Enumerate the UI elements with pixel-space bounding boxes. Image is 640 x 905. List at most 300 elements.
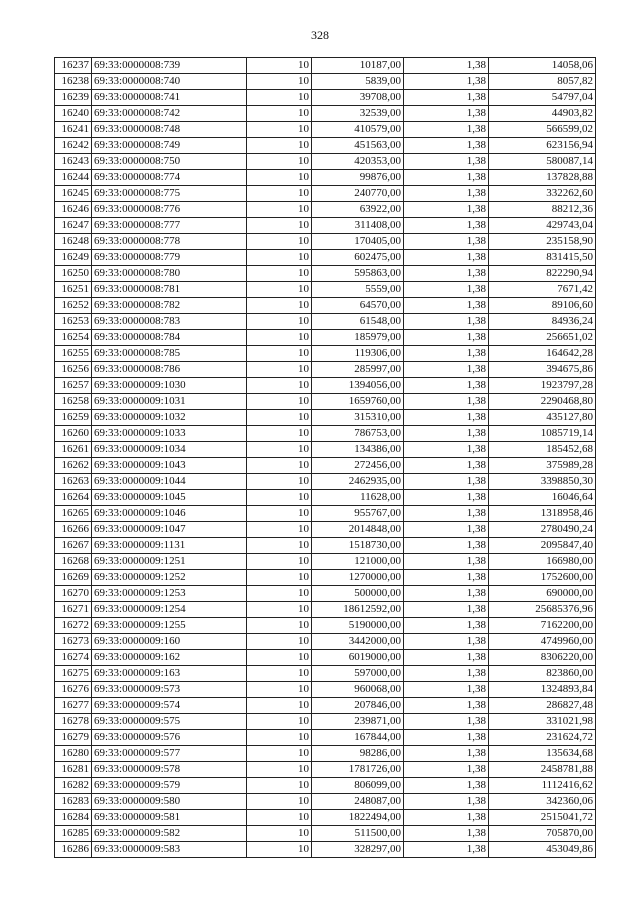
rate-cell: 10 xyxy=(247,762,312,778)
total-cell: 54797,04 xyxy=(489,90,596,106)
total-cell: 331021,98 xyxy=(489,714,596,730)
coefficient-cell: 1,38 xyxy=(404,522,489,538)
cadastral-value-cell: 239871,00 xyxy=(312,714,404,730)
coefficient-cell: 1,38 xyxy=(404,586,489,602)
total-cell: 2780490,24 xyxy=(489,522,596,538)
total-cell: 166980,00 xyxy=(489,554,596,570)
coefficient-cell: 1,38 xyxy=(404,490,489,506)
rate-cell: 10 xyxy=(247,154,312,170)
rate-cell: 10 xyxy=(247,618,312,634)
cadastral-value-cell: 240770,00 xyxy=(312,186,404,202)
total-cell: 88212,36 xyxy=(489,202,596,218)
cadastral-number: 69:33:0000009:580 xyxy=(92,794,247,810)
row-number: 16281 xyxy=(55,762,92,778)
rate-cell: 10 xyxy=(247,346,312,362)
total-cell: 185452,68 xyxy=(489,442,596,458)
total-cell: 16046,64 xyxy=(489,490,596,506)
table-row xyxy=(55,90,596,106)
cadastral-value-cell: 11628,00 xyxy=(312,490,404,506)
coefficient-cell: 1,38 xyxy=(404,186,489,202)
coefficient-cell: 1,38 xyxy=(404,234,489,250)
coefficient-cell: 1,38 xyxy=(404,122,489,138)
table-row xyxy=(55,490,596,506)
cadastral-number: 69:33:0000008:739 xyxy=(92,58,247,74)
table-row xyxy=(55,634,596,650)
cadastral-number: 69:33:0000008:750 xyxy=(92,154,247,170)
table-row xyxy=(55,58,596,74)
rate-cell: 10 xyxy=(247,234,312,250)
total-cell: 332262,60 xyxy=(489,186,596,202)
cadastral-number: 69:33:0000009:1045 xyxy=(92,490,247,506)
table-row xyxy=(55,794,596,810)
coefficient-cell: 1,38 xyxy=(404,298,489,314)
row-number: 16238 xyxy=(55,74,92,90)
row-number: 16272 xyxy=(55,618,92,634)
cadastral-value-cell: 6019000,00 xyxy=(312,650,404,666)
table-row xyxy=(55,746,596,762)
table-row xyxy=(55,106,596,122)
coefficient-cell: 1,38 xyxy=(404,506,489,522)
rate-cell: 10 xyxy=(247,298,312,314)
coefficient-cell: 1,38 xyxy=(404,746,489,762)
row-number: 16271 xyxy=(55,602,92,618)
rate-cell: 10 xyxy=(247,698,312,714)
table-row xyxy=(55,538,596,554)
cadastral-value-cell: 98286,00 xyxy=(312,746,404,762)
cadastral-value-cell: 786753,00 xyxy=(312,426,404,442)
table-row xyxy=(55,698,596,714)
cadastral-number: 69:33:0000009:162 xyxy=(92,650,247,666)
rate-cell: 10 xyxy=(247,794,312,810)
row-number: 16269 xyxy=(55,570,92,586)
row-number: 16255 xyxy=(55,346,92,362)
rate-cell: 10 xyxy=(247,106,312,122)
rate-cell: 10 xyxy=(247,186,312,202)
cadastral-value-cell: 955767,00 xyxy=(312,506,404,522)
table-row xyxy=(55,378,596,394)
coefficient-cell: 1,38 xyxy=(404,106,489,122)
cadastral-number: 69:33:0000009:576 xyxy=(92,730,247,746)
cadastral-value-cell: 451563,00 xyxy=(312,138,404,154)
coefficient-cell: 1,38 xyxy=(404,250,489,266)
table-row xyxy=(55,426,596,442)
cadastral-number: 69:33:0000009:1047 xyxy=(92,522,247,538)
total-cell: 2458781,88 xyxy=(489,762,596,778)
rate-cell: 10 xyxy=(247,378,312,394)
coefficient-cell: 1,38 xyxy=(404,602,489,618)
cadastral-number: 69:33:0000008:780 xyxy=(92,266,247,282)
cadastral-value-cell: 10187,00 xyxy=(312,58,404,74)
table-row xyxy=(55,186,596,202)
coefficient-cell: 1,38 xyxy=(404,538,489,554)
cadastral-value-cell: 207846,00 xyxy=(312,698,404,714)
total-cell: 137828,88 xyxy=(489,170,596,186)
cadastral-value-cell: 511500,00 xyxy=(312,826,404,842)
row-number: 16268 xyxy=(55,554,92,570)
cadastral-number: 69:33:0000009:160 xyxy=(92,634,247,650)
total-cell: 3398850,30 xyxy=(489,474,596,490)
cadastral-value-cell: 806099,00 xyxy=(312,778,404,794)
table-row xyxy=(55,314,596,330)
row-number: 16262 xyxy=(55,458,92,474)
rate-cell: 10 xyxy=(247,506,312,522)
row-number: 16249 xyxy=(55,250,92,266)
table-row xyxy=(55,234,596,250)
table-row xyxy=(55,474,596,490)
rate-cell: 10 xyxy=(247,442,312,458)
row-number: 16256 xyxy=(55,362,92,378)
row-number: 16283 xyxy=(55,794,92,810)
table-row xyxy=(55,810,596,826)
cadastral-value-cell: 1659760,00 xyxy=(312,394,404,410)
rate-cell: 10 xyxy=(247,362,312,378)
cadastral-number: 69:33:0000009:1253 xyxy=(92,586,247,602)
cadastral-number: 69:33:0000009:1034 xyxy=(92,442,247,458)
row-number: 16257 xyxy=(55,378,92,394)
rate-cell: 10 xyxy=(247,778,312,794)
row-number: 16279 xyxy=(55,730,92,746)
cadastral-number: 69:33:0000009:573 xyxy=(92,682,247,698)
cadastral-number: 69:33:0000009:1031 xyxy=(92,394,247,410)
total-cell: 2095847,40 xyxy=(489,538,596,554)
table-row xyxy=(55,202,596,218)
table-row xyxy=(55,762,596,778)
cadastral-number: 69:33:0000008:777 xyxy=(92,218,247,234)
coefficient-cell: 1,38 xyxy=(404,442,489,458)
cadastral-number: 69:33:0000008:740 xyxy=(92,74,247,90)
rate-cell: 10 xyxy=(247,314,312,330)
rate-cell: 10 xyxy=(247,426,312,442)
total-cell: 44903,82 xyxy=(489,106,596,122)
cadastral-value-cell: 500000,00 xyxy=(312,586,404,602)
table-row xyxy=(55,442,596,458)
coefficient-cell: 1,38 xyxy=(404,218,489,234)
cadastral-value-cell: 5559,00 xyxy=(312,282,404,298)
total-cell: 8057,82 xyxy=(489,74,596,90)
registry-table xyxy=(54,57,596,858)
cadastral-number: 69:33:0000008:749 xyxy=(92,138,247,154)
row-number: 16277 xyxy=(55,698,92,714)
row-number: 16242 xyxy=(55,138,92,154)
cadastral-value-cell: 248087,00 xyxy=(312,794,404,810)
coefficient-cell: 1,38 xyxy=(404,570,489,586)
total-cell: 84936,24 xyxy=(489,314,596,330)
rate-cell: 10 xyxy=(247,410,312,426)
table-row xyxy=(55,154,596,170)
cadastral-number: 69:33:0000008:742 xyxy=(92,106,247,122)
total-cell: 89106,60 xyxy=(489,298,596,314)
rate-cell: 10 xyxy=(247,282,312,298)
coefficient-cell: 1,38 xyxy=(404,378,489,394)
coefficient-cell: 1,38 xyxy=(404,794,489,810)
table-row xyxy=(55,842,596,858)
table-row xyxy=(55,778,596,794)
rate-cell: 10 xyxy=(247,826,312,842)
coefficient-cell: 1,38 xyxy=(404,458,489,474)
row-number: 16259 xyxy=(55,410,92,426)
rate-cell: 10 xyxy=(247,602,312,618)
cadastral-number: 69:33:0000008:775 xyxy=(92,186,247,202)
rate-cell: 10 xyxy=(247,170,312,186)
table-row xyxy=(55,410,596,426)
rate-cell: 10 xyxy=(247,218,312,234)
rate-cell: 10 xyxy=(247,490,312,506)
row-number: 16282 xyxy=(55,778,92,794)
row-number: 16241 xyxy=(55,122,92,138)
rate-cell: 10 xyxy=(247,458,312,474)
cadastral-value-cell: 5190000,00 xyxy=(312,618,404,634)
total-cell: 7671,42 xyxy=(489,282,596,298)
table-row xyxy=(55,682,596,698)
rate-cell: 10 xyxy=(247,746,312,762)
total-cell: 164642,28 xyxy=(489,346,596,362)
row-number: 16265 xyxy=(55,506,92,522)
table-row xyxy=(55,730,596,746)
cadastral-number: 69:33:0000009:1046 xyxy=(92,506,247,522)
rate-cell: 10 xyxy=(247,842,312,858)
cadastral-value-cell: 420353,00 xyxy=(312,154,404,170)
row-number: 16252 xyxy=(55,298,92,314)
total-cell: 231624,72 xyxy=(489,730,596,746)
row-number: 16263 xyxy=(55,474,92,490)
cadastral-value-cell: 170405,00 xyxy=(312,234,404,250)
coefficient-cell: 1,38 xyxy=(404,826,489,842)
cadastral-value-cell: 121000,00 xyxy=(312,554,404,570)
row-number: 16243 xyxy=(55,154,92,170)
coefficient-cell: 1,38 xyxy=(404,282,489,298)
table-row xyxy=(55,650,596,666)
cadastral-value-cell: 32539,00 xyxy=(312,106,404,122)
total-cell: 1318958,46 xyxy=(489,506,596,522)
table-row xyxy=(55,362,596,378)
rate-cell: 10 xyxy=(247,330,312,346)
total-cell: 2290468,80 xyxy=(489,394,596,410)
coefficient-cell: 1,38 xyxy=(404,410,489,426)
cadastral-value-cell: 39708,00 xyxy=(312,90,404,106)
row-number: 16266 xyxy=(55,522,92,538)
table-row xyxy=(55,218,596,234)
total-cell: 256651,02 xyxy=(489,330,596,346)
cadastral-value-cell: 315310,00 xyxy=(312,410,404,426)
row-number: 16248 xyxy=(55,234,92,250)
rate-cell: 10 xyxy=(247,682,312,698)
cadastral-value-cell: 5839,00 xyxy=(312,74,404,90)
cadastral-value-cell: 960068,00 xyxy=(312,682,404,698)
coefficient-cell: 1,38 xyxy=(404,138,489,154)
cadastral-value-cell: 167844,00 xyxy=(312,730,404,746)
cadastral-value-cell: 272456,00 xyxy=(312,458,404,474)
total-cell: 435127,80 xyxy=(489,410,596,426)
rate-cell: 10 xyxy=(247,202,312,218)
coefficient-cell: 1,38 xyxy=(404,682,489,698)
row-number: 16274 xyxy=(55,650,92,666)
cadastral-value-cell: 597000,00 xyxy=(312,666,404,682)
total-cell: 2515041,72 xyxy=(489,810,596,826)
rate-cell: 10 xyxy=(247,586,312,602)
cadastral-number: 69:33:0000009:574 xyxy=(92,698,247,714)
row-number: 16270 xyxy=(55,586,92,602)
table-row xyxy=(55,298,596,314)
cadastral-number: 69:33:0000009:575 xyxy=(92,714,247,730)
table-row xyxy=(55,522,596,538)
cadastral-number: 69:33:0000009:581 xyxy=(92,810,247,826)
table-row xyxy=(55,666,596,682)
table-row xyxy=(55,618,596,634)
cadastral-number: 69:33:0000009:578 xyxy=(92,762,247,778)
row-number: 16237 xyxy=(55,58,92,74)
cadastral-value-cell: 99876,00 xyxy=(312,170,404,186)
coefficient-cell: 1,38 xyxy=(404,346,489,362)
rate-cell: 10 xyxy=(247,554,312,570)
row-number: 16273 xyxy=(55,634,92,650)
rate-cell: 10 xyxy=(247,474,312,490)
rate-cell: 10 xyxy=(247,522,312,538)
coefficient-cell: 1,38 xyxy=(404,154,489,170)
total-cell: 623156,94 xyxy=(489,138,596,154)
cadastral-number: 69:33:0000009:579 xyxy=(92,778,247,794)
total-cell: 394675,86 xyxy=(489,362,596,378)
cadastral-value-cell: 63922,00 xyxy=(312,202,404,218)
total-cell: 822290,94 xyxy=(489,266,596,282)
total-cell: 25685376,96 xyxy=(489,602,596,618)
coefficient-cell: 1,38 xyxy=(404,554,489,570)
coefficient-cell: 1,38 xyxy=(404,762,489,778)
cadastral-number: 69:33:0000008:783 xyxy=(92,314,247,330)
registry-table-body xyxy=(55,58,596,858)
cadastral-value-cell: 602475,00 xyxy=(312,250,404,266)
table-row xyxy=(55,586,596,602)
total-cell: 705870,00 xyxy=(489,826,596,842)
coefficient-cell: 1,38 xyxy=(404,266,489,282)
coefficient-cell: 1,38 xyxy=(404,650,489,666)
page-number: 328 xyxy=(311,28,329,42)
row-number: 16278 xyxy=(55,714,92,730)
table-row xyxy=(55,266,596,282)
table-row xyxy=(55,346,596,362)
rate-cell: 10 xyxy=(247,266,312,282)
rate-cell: 10 xyxy=(247,58,312,74)
table-row xyxy=(55,506,596,522)
total-cell: 1324893,84 xyxy=(489,682,596,698)
rate-cell: 10 xyxy=(247,570,312,586)
rate-cell: 10 xyxy=(247,730,312,746)
cadastral-value-cell: 1822494,00 xyxy=(312,810,404,826)
table-row xyxy=(55,826,596,842)
total-cell: 1923797,28 xyxy=(489,378,596,394)
total-cell: 135634,68 xyxy=(489,746,596,762)
cadastral-value-cell: 1781726,00 xyxy=(312,762,404,778)
row-number: 16276 xyxy=(55,682,92,698)
cadastral-value-cell: 119306,00 xyxy=(312,346,404,362)
row-number: 16245 xyxy=(55,186,92,202)
table-row xyxy=(55,570,596,586)
row-number: 16284 xyxy=(55,810,92,826)
table-row xyxy=(55,458,596,474)
table-row xyxy=(55,170,596,186)
cadastral-value-cell: 1270000,00 xyxy=(312,570,404,586)
cadastral-number: 69:33:0000009:1043 xyxy=(92,458,247,474)
row-number: 16285 xyxy=(55,826,92,842)
coefficient-cell: 1,38 xyxy=(404,330,489,346)
total-cell: 4749960,00 xyxy=(489,634,596,650)
total-cell: 1112416,62 xyxy=(489,778,596,794)
rate-cell: 10 xyxy=(247,666,312,682)
table-row xyxy=(55,250,596,266)
cadastral-number: 69:33:0000009:1033 xyxy=(92,426,247,442)
row-number: 16258 xyxy=(55,394,92,410)
rate-cell: 10 xyxy=(247,90,312,106)
coefficient-cell: 1,38 xyxy=(404,90,489,106)
total-cell: 342360,06 xyxy=(489,794,596,810)
coefficient-cell: 1,38 xyxy=(404,58,489,74)
rate-cell: 10 xyxy=(247,74,312,90)
row-number: 16250 xyxy=(55,266,92,282)
cadastral-number: 69:33:0000008:776 xyxy=(92,202,247,218)
total-cell: 566599,02 xyxy=(489,122,596,138)
cadastral-number: 69:33:0000009:1254 xyxy=(92,602,247,618)
cadastral-value-cell: 61548,00 xyxy=(312,314,404,330)
cadastral-value-cell: 595863,00 xyxy=(312,266,404,282)
rate-cell: 10 xyxy=(247,250,312,266)
cadastral-number: 69:33:0000009:1252 xyxy=(92,570,247,586)
cadastral-value-cell: 64570,00 xyxy=(312,298,404,314)
total-cell: 14058,06 xyxy=(489,58,596,74)
total-cell: 235158,90 xyxy=(489,234,596,250)
rate-cell: 10 xyxy=(247,650,312,666)
row-number: 16261 xyxy=(55,442,92,458)
cadastral-value-cell: 311408,00 xyxy=(312,218,404,234)
rate-cell: 10 xyxy=(247,714,312,730)
table-row xyxy=(55,714,596,730)
coefficient-cell: 1,38 xyxy=(404,778,489,794)
row-number: 16264 xyxy=(55,490,92,506)
coefficient-cell: 1,38 xyxy=(404,362,489,378)
cadastral-value-cell: 328297,00 xyxy=(312,842,404,858)
total-cell: 831415,50 xyxy=(489,250,596,266)
cadastral-number: 69:33:0000009:577 xyxy=(92,746,247,762)
row-number: 16260 xyxy=(55,426,92,442)
coefficient-cell: 1,38 xyxy=(404,730,489,746)
cadastral-value-cell: 134386,00 xyxy=(312,442,404,458)
table-row xyxy=(55,74,596,90)
table-row xyxy=(55,394,596,410)
cadastral-number: 69:33:0000009:163 xyxy=(92,666,247,682)
coefficient-cell: 1,38 xyxy=(404,842,489,858)
row-number: 16275 xyxy=(55,666,92,682)
rate-cell: 10 xyxy=(247,394,312,410)
cadastral-value-cell: 285997,00 xyxy=(312,362,404,378)
rate-cell: 10 xyxy=(247,122,312,138)
table-row xyxy=(55,282,596,298)
total-cell: 1085719,14 xyxy=(489,426,596,442)
total-cell: 453049,86 xyxy=(489,842,596,858)
row-number: 16251 xyxy=(55,282,92,298)
row-number: 16239 xyxy=(55,90,92,106)
total-cell: 8306220,00 xyxy=(489,650,596,666)
cadastral-number: 69:33:0000008:785 xyxy=(92,346,247,362)
row-number: 16240 xyxy=(55,106,92,122)
cadastral-value-cell: 1518730,00 xyxy=(312,538,404,554)
cadastral-number: 69:33:0000009:583 xyxy=(92,842,247,858)
cadastral-number: 69:33:0000009:582 xyxy=(92,826,247,842)
cadastral-value-cell: 2014848,00 xyxy=(312,522,404,538)
cadastral-number: 69:33:0000009:1030 xyxy=(92,378,247,394)
row-number: 16253 xyxy=(55,314,92,330)
table-row xyxy=(55,122,596,138)
cadastral-value-cell: 18612592,00 xyxy=(312,602,404,618)
total-cell: 375989,28 xyxy=(489,458,596,474)
coefficient-cell: 1,38 xyxy=(404,714,489,730)
